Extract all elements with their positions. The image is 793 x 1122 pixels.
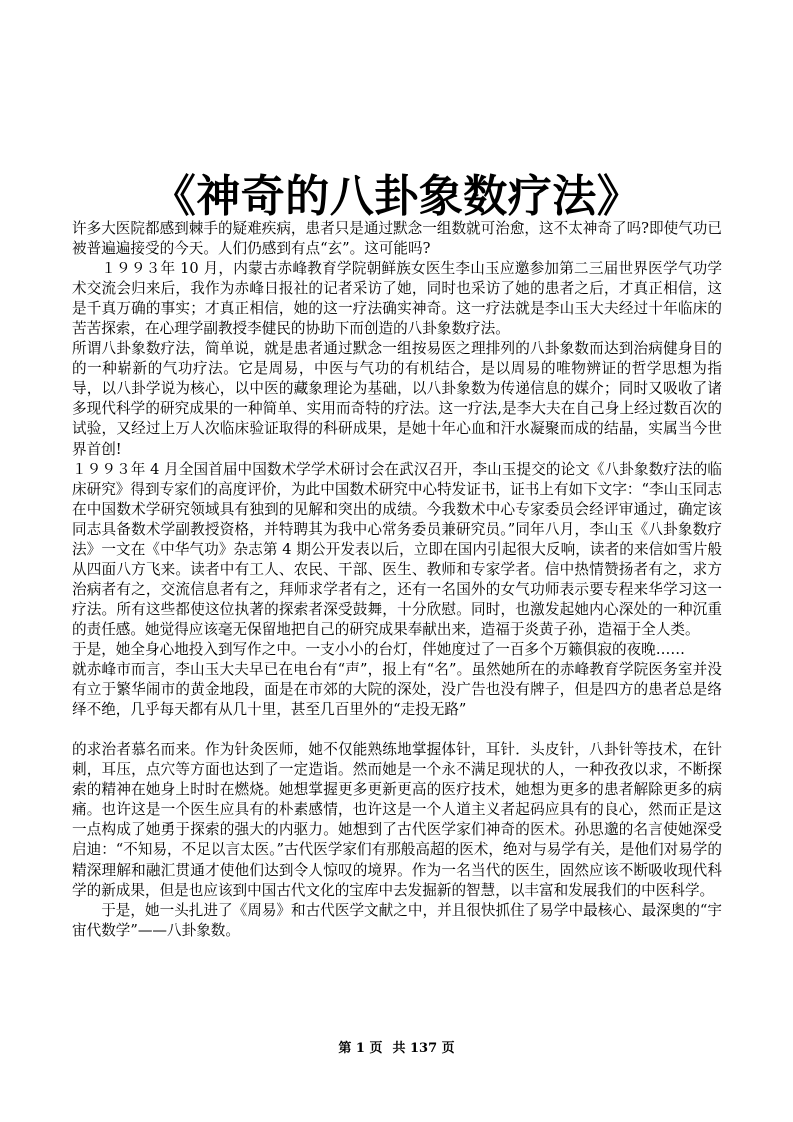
page-title: 《神奇的八卦象数疗法》 [151, 171, 642, 223]
paragraph-1: 许多大医院都感到棘手的疑难疾病，患者只是通过默念一组数就可治愈，这不太神奇了吗?即使气功已被普遍遍接受的今天。人们仍感到有点“玄”。这可能吗? [72, 220, 722, 258]
document-body [72, 219, 722, 941]
paragraph-2: １９９３年 10 月，内蒙古赤峰教育学院朝鲜族女医生李山玉应邀参加第二三届世界医学气功学术交流会归来后，我作为赤峰日报社的记者采访了她，同时也采访了她的患者之后，才真正相信，这是千真万确的事实；才真正相信，她的这一疗法确实神奇。这一疗法就是李山玉大夫经过十年临床的苦苦探索，在心理学副教授李健民的协助下而创造的八卦象数疗法。 [72, 260, 722, 338]
page-footer [0, 1040, 793, 1058]
paragraph-7: 的求治者慕名而来。作为针灸医师，她不仅能熟练地掌握体针，耳针．头皮针，八卦针等技术，在针刺，耳压，点穴等方面也达到了一定造诣。然而她是一个永不满足现状的人，一种孜孜以求，不断探索的精神在她身上时时在燃烧。她想掌握更多更新更高的医疗技术，她想为更多的患者解除更多的病痛。也许这是一个医生应具有的朴素感情，也许这是一个人道主义者起码应具有的良心，然而正是这一点构成了她勇于探索的强大的内驱力。她想到了古代医学家们神奇的医术。孙思邈的名言使她深受启迪：“不知易，不足以言太医。”古代医学家们有那般高超的医术，绝对与易学有关，是他们对易学的精深理解和融汇贯通才使他们达到令人惊叹的境界。作为一名当代的医生，固然应该不断吸收现代科学的新成果，但是也应该到中国古代文化的宝库中去发掘新的智慧，以丰富和发展我们的中医科学。 [72, 741, 722, 899]
paragraph-8: 于是，她一头扎进了《周易》和古代医学文献之中，并且很快抓住了易学中最核心、最深奥的“宇宙代数学”——八卦象数。 [72, 901, 722, 939]
paragraph-6: 就赤峰市而言，李山玉大夫早已在电台有“声”，报上有“名”。虽然她所在的赤峰教育学院医务室并没有立于繁华闹市的黄金地段，面是在市郊的大院的深处，没广告也没有牌子，但是四方的患者总是络绎不绝，几乎每天都有从几十里，甚至几百里外的“走投无路” [72, 661, 722, 719]
footer-current-page: 第 1 页 [338, 1041, 383, 1056]
paragraph-3: 所谓八卦象数疗法，简单说，就是患者通过默念一组按易医之理排列的八卦象数而达到治病健身目的的一种崭新的气功疗法。它是周易，中医与气功的有机结合，是以周易的唯物辨证的哲学思想为指导，以八卦学说为核心，以中医的藏象理论为基础，以八卦象数为传递信息的媒介；同时又吸收了诸多现代科学的研究成果的一种简单、实用而奇特的疗法。这一疗法,是李大夫在自己身上经过数百次的试验，又经过上万人次临床验证取得的科研成果，是她十年心血和汗水凝聚而成的结晶，实属当今世界首创! [72, 340, 722, 458]
paragraph-gap [72, 720, 722, 740]
paragraph-4: １９９３年 4 月全国首届中国数术学学术研讨会在武汉召开，李山玉提交的论文《八卦象数疗法的临床研究》得到专家们的高度评价，为此中国数术研究中心特发证书，证书上有如下文字：“李山玉同志在中国数术学研究领域具有独到的见解和突出的成绩。今我数术中心专家委员会经评审通过，确定该同志具备数术学副教授资格，并特聘其为我中心常务委员兼研究员。”同年八月，李山玉《八卦象数疗法》一文在《中华气功》杂志第 4 期公开发表以后，立即在国内引起很大反响，读者的来信如雪片般从四面八方飞来。读者中有工人、农民、干部、医生、教师和专家学者。信中热情赞扬者有之，求方治病者有之，交流信息者有之，拜师求学者有之，还有一名国外的女气功师表示要专程来华学习这一疗法。所有这些都使这位执著的探索者深受鼓舞，十分欣慰。同时，也激发起她内心深处的一种沉重的责任感。她觉得应该毫无保留地把自己的研究成果奉献出来，造福于炎黄子孙，造福于全人类。 [72, 460, 722, 638]
footer-total-pages: 共 137 页 [392, 1041, 455, 1056]
paragraph-5: 于是，她全身心地投入到写作之中。一支小小的台灯，伴她度过了一百多个万籁俱寂的夜晚…… [72, 640, 685, 658]
